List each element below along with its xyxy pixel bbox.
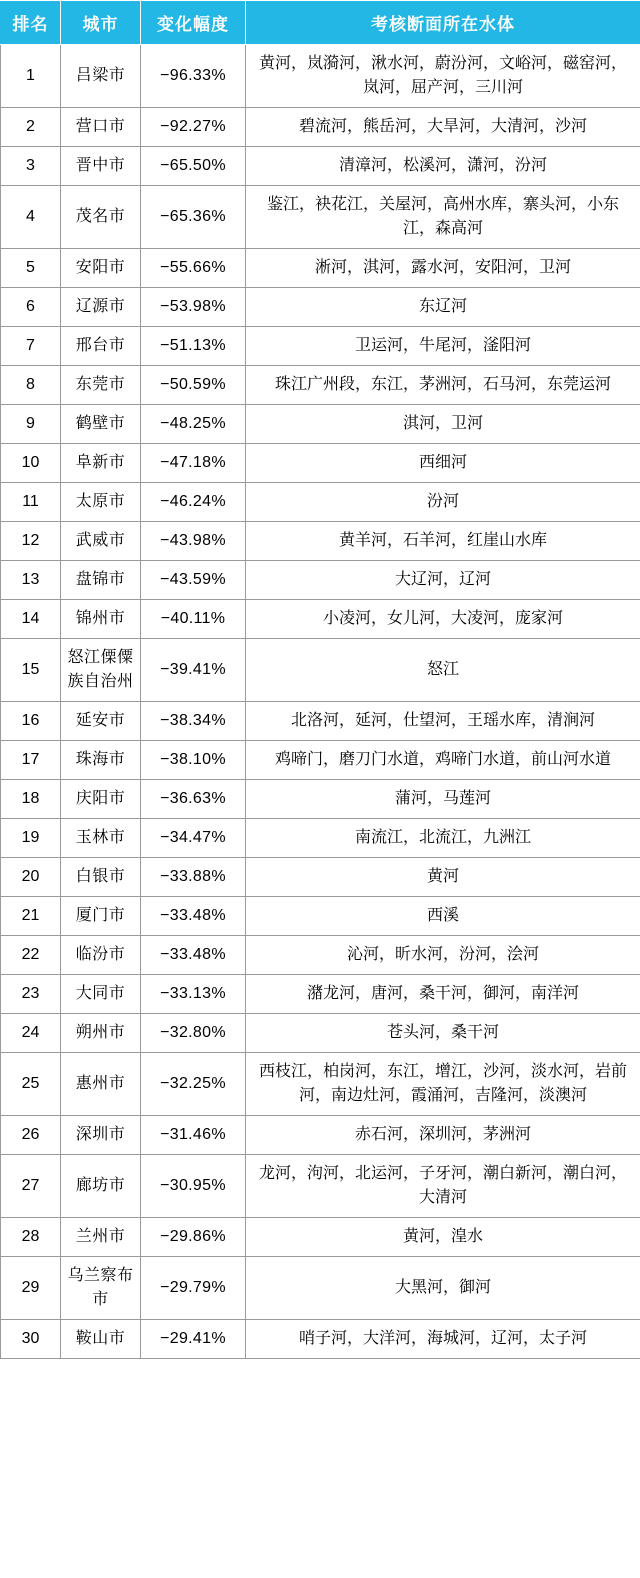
cell-city: 营口市 [61,108,141,147]
table-row [1,897,640,936]
cell-change-value: −96.33% [141,45,246,108]
cell-rank: 6 [1,288,61,327]
cell-rank: 21 [1,897,61,936]
cell-rank: 9 [1,405,61,444]
cell-change-value: −33.13% [141,975,246,1014]
cell-change-value: −53.98% [141,288,246,327]
cell-rank: 10 [1,444,61,483]
cell-water-body: 赤石河，深圳河，茅洲河 [246,1116,640,1155]
cell-water-body: 潴龙河，唐河，桑干河，御河，南洋河 [246,975,640,1014]
cell-change-value: −48.25% [141,405,246,444]
cell-change-value: −92.27% [141,108,246,147]
cell-city: 厦门市 [61,897,141,936]
cell-change-value: −55.66% [141,249,246,288]
cell-water-body: 北洛河，延河，仕望河，王瑶水库，清涧河 [246,702,640,741]
cell-rank: 1 [1,45,61,108]
table-row [1,780,640,819]
cell-city: 东莞市 [61,366,141,405]
table-row [1,1116,640,1155]
cell-rank: 20 [1,858,61,897]
cell-change-value: −36.63% [141,780,246,819]
cell-city: 乌兰察布市 [61,1257,141,1320]
cell-water-body: 黄河，岚漪河，湫水河，蔚汾河，文峪河，磁窑河，岚河，屈产河，三川河 [246,45,640,108]
cell-change-value: −38.34% [141,702,246,741]
cell-city: 鹤壁市 [61,405,141,444]
cell-city: 晋中市 [61,147,141,186]
cell-water-body: 大辽河，辽河 [246,561,640,600]
cell-water-body: 南流江，北流江，九洲江 [246,819,640,858]
column-header-change: 变化幅度 [141,1,246,45]
cell-city: 朔州市 [61,1014,141,1053]
cell-water-body: 哨子河，大洋河，海城河，辽河，太子河 [246,1320,640,1359]
cell-change-value: −65.36% [141,186,246,249]
cell-water-body: 鉴江，袂花江，关屋河，高州水库，寨头河，小东江，森高河 [246,186,640,249]
cell-water-body: 卫运河，牛尾河，滏阳河 [246,327,640,366]
table-row [1,858,640,897]
cell-change-value: −29.86% [141,1218,246,1257]
table-row [1,561,640,600]
cell-city: 大同市 [61,975,141,1014]
cell-rank: 30 [1,1320,61,1359]
cell-rank: 18 [1,780,61,819]
cell-water-body: 怒江 [246,639,640,702]
cell-rank: 29 [1,1257,61,1320]
cell-city: 怒江傈僳族自治州 [61,639,141,702]
cell-rank: 17 [1,741,61,780]
cell-water-body: 西溪 [246,897,640,936]
table-row [1,249,640,288]
table-row [1,741,640,780]
table-row [1,366,640,405]
cell-water-body: 西细河 [246,444,640,483]
cell-change-value: −32.80% [141,1014,246,1053]
cell-change-value: −43.98% [141,522,246,561]
cell-rank: 13 [1,561,61,600]
table-body [1,45,640,1359]
cell-change-value: −34.47% [141,819,246,858]
cell-change-value: −50.59% [141,366,246,405]
table-row [1,186,640,249]
table-row [1,1218,640,1257]
cell-rank: 3 [1,147,61,186]
cell-change-value: −33.48% [141,936,246,975]
table-row [1,45,640,108]
cell-water-body: 清漳河，松溪河，潇河，汾河 [246,147,640,186]
cell-city: 武威市 [61,522,141,561]
cell-city: 鞍山市 [61,1320,141,1359]
table-row [1,147,640,186]
cell-city: 安阳市 [61,249,141,288]
table-row [1,1014,640,1053]
cell-rank: 2 [1,108,61,147]
cell-city: 延安市 [61,702,141,741]
table-row [1,1155,640,1218]
cell-water-body: 小凌河，女儿河，大凌河，庞家河 [246,600,640,639]
cell-city: 茂名市 [61,186,141,249]
cell-city: 庆阳市 [61,780,141,819]
cell-water-body: 黄河 [246,858,640,897]
table-row [1,1320,640,1359]
cell-water-body: 东辽河 [246,288,640,327]
cell-city: 兰州市 [61,1218,141,1257]
cell-rank: 26 [1,1116,61,1155]
column-header-city: 城市 [61,1,141,45]
cell-city: 廊坊市 [61,1155,141,1218]
cell-rank: 16 [1,702,61,741]
cell-water-body: 淇河，卫河 [246,405,640,444]
cell-rank: 8 [1,366,61,405]
cell-water-body: 沁河，昕水河，汾河，浍河 [246,936,640,975]
cell-change-value: −31.46% [141,1116,246,1155]
cell-water-body: 大黑河，御河 [246,1257,640,1320]
table-row [1,819,640,858]
cell-change-value: −51.13% [141,327,246,366]
column-header-rank: 排名 [1,1,61,45]
table-header [1,1,640,45]
cell-rank: 27 [1,1155,61,1218]
cell-rank: 24 [1,1014,61,1053]
cell-change-value: −39.41% [141,639,246,702]
cell-change-value: −47.18% [141,444,246,483]
cell-water-body: 鸡啼门，磨刀门水道，鸡啼门水道，前山河水道 [246,741,640,780]
cell-water-body: 蒲河，马莲河 [246,780,640,819]
cell-water-body: 龙河，泃河，北运河，子牙河，潮白新河，潮白河，大清河 [246,1155,640,1218]
table-row [1,327,640,366]
cell-city: 辽源市 [61,288,141,327]
cell-rank: 23 [1,975,61,1014]
cell-change-value: −30.95% [141,1155,246,1218]
cell-change-value: −43.59% [141,561,246,600]
cell-city: 太原市 [61,483,141,522]
cell-rank: 15 [1,639,61,702]
cell-change-value: −46.24% [141,483,246,522]
cell-city: 深圳市 [61,1116,141,1155]
cell-rank: 14 [1,600,61,639]
cell-city: 盘锦市 [61,561,141,600]
cell-city: 吕梁市 [61,45,141,108]
cell-change-value: −33.48% [141,897,246,936]
table-row [1,639,640,702]
table-row [1,975,640,1014]
table-row [1,405,640,444]
table-header-row [1,1,640,45]
table-row [1,702,640,741]
cell-rank: 12 [1,522,61,561]
cell-city: 惠州市 [61,1053,141,1116]
cell-water-body: 汾河 [246,483,640,522]
cell-city: 锦州市 [61,600,141,639]
cell-change-value: −33.88% [141,858,246,897]
cell-city: 白银市 [61,858,141,897]
table-row [1,108,640,147]
cell-rank: 5 [1,249,61,288]
cell-rank: 11 [1,483,61,522]
table-row [1,444,640,483]
cell-rank: 7 [1,327,61,366]
cell-change-value: −32.25% [141,1053,246,1116]
cell-change-value: −65.50% [141,147,246,186]
table-row [1,1053,640,1116]
cell-change-value: −29.41% [141,1320,246,1359]
cell-water-body: 碧流河，熊岳河，大旱河，大清河，沙河 [246,108,640,147]
cell-water-body: 黄河，湟水 [246,1218,640,1257]
cell-city: 邢台市 [61,327,141,366]
table-row [1,600,640,639]
cell-rank: 22 [1,936,61,975]
column-header-water-body: 考核断面所在水体 [246,1,640,45]
cell-change-value: −29.79% [141,1257,246,1320]
table-row [1,288,640,327]
cell-change-value: −40.11% [141,600,246,639]
cell-city: 珠海市 [61,741,141,780]
cell-water-body: 苍头河，桑干河 [246,1014,640,1053]
cell-water-body: 淅河，淇河，露水河，安阳河，卫河 [246,249,640,288]
cell-city: 阜新市 [61,444,141,483]
table-row [1,522,640,561]
cell-change-value: −38.10% [141,741,246,780]
cell-water-body: 黄羊河，石羊河，红崖山水库 [246,522,640,561]
table-row [1,483,640,522]
cell-city: 临汾市 [61,936,141,975]
cell-rank: 25 [1,1053,61,1116]
cell-city: 玉林市 [61,819,141,858]
cell-rank: 4 [1,186,61,249]
cell-water-body: 珠江广州段，东江，茅洲河，石马河，东莞运河 [246,366,640,405]
table-row [1,1257,640,1320]
cell-rank: 28 [1,1218,61,1257]
cell-rank: 19 [1,819,61,858]
table-row [1,936,640,975]
cell-water-body: 西枝江，柏岗河，东江，增江，沙河，淡水河，岩前河，南边灶河，霞涌河，吉隆河，淡澳河 [246,1053,640,1116]
